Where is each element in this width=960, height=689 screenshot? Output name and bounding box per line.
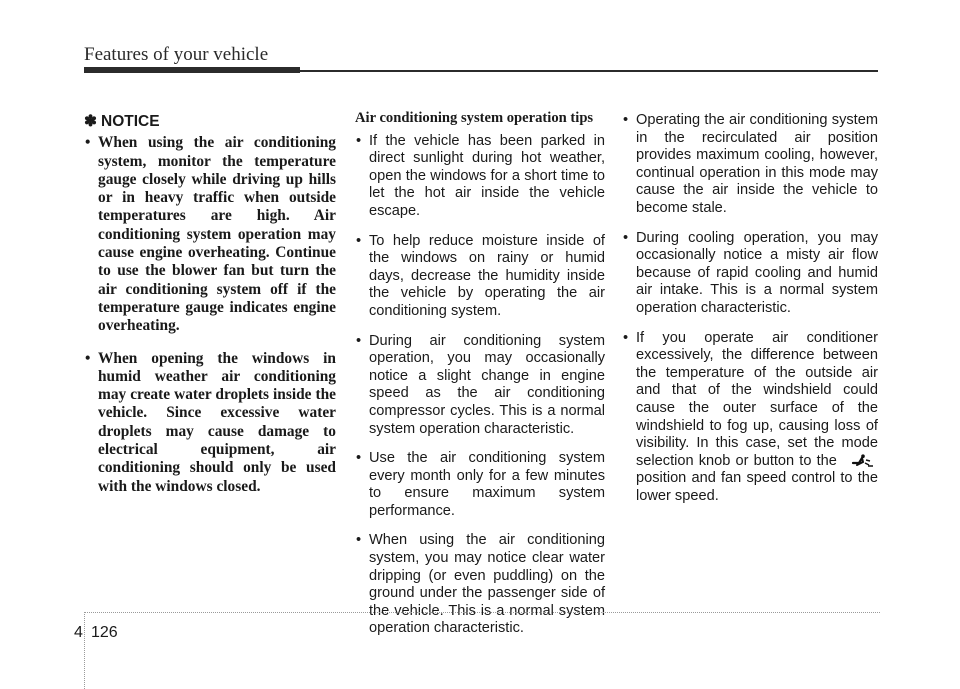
tip-item: • To help reduce moisture inside of the windows on rainy or humid days, decrease the humidity inside the vehicle by operating the air conditioning system.: [356, 232, 605, 319]
page-number: 126: [91, 624, 118, 641]
bullet-icon: •: [356, 450, 362, 467]
tip-item: • When using the air conditioning system, you may notice clear water dripping (or even puddling) on the ground under the passenger side of the vehicle. This is a normal system operation characteristic.: [356, 532, 605, 637]
header-rule-thin: [300, 70, 878, 72]
notice-item: • When using the air conditioning system, monitor the temperature gauge closely while driving up hills or in heavy traffic when outside temperatures are high. Air conditioning system operation may cause engine overheating. Continue to use the blower fan but turn the air conditioning system off if the temperature gauge indicates engine overheating.: [85, 134, 336, 335]
notice-heading: [84, 113, 336, 131]
tip-item: • During air conditioning system operation, you may occasionally notice a slight change in engine speed as the air conditioning compressor cycles. This is a normal system operation characteristic.: [356, 332, 605, 437]
bullet-icon: •: [356, 232, 362, 249]
tips-heading: Air conditioning system operation tips: [355, 110, 594, 126]
bullet-icon: •: [356, 132, 362, 149]
notice-title: NOTICE: [101, 113, 160, 130]
tips-list: [355, 133, 605, 638]
bullet-icon: •: [356, 332, 362, 349]
tip-item: • Use the air conditioning system every month only for a few minutes to ensure maximum system performance.: [356, 450, 605, 519]
page-header-title: Features of your vehicle: [84, 44, 269, 65]
bullet-icon: •: [85, 134, 91, 152]
header-rule-thick: [84, 67, 300, 73]
notice-list: [84, 134, 336, 496]
bullet-icon: •: [623, 112, 629, 128]
floor-mode-icon: [842, 454, 878, 467]
footer-margin-line: [84, 612, 85, 689]
footer-divider: [84, 612, 880, 613]
tips-column: [355, 110, 605, 650]
tips-list-continued: [622, 112, 878, 505]
tip-item: • During cooling operation, you may occasionally notice a misty air flow because of rapid cooling and humid air intake. This is a normal system operation characteristic.: [623, 229, 878, 316]
bullet-icon: •: [356, 532, 362, 549]
bullet-icon: •: [85, 349, 91, 367]
notice-item: • When opening the windows in humid weather air conditioning may create water droplets inside the vehicle. Since excessive water droplets may cause damage to electrical equipment, air conditioning should only be used with the windows closed.: [85, 349, 336, 495]
notice-column: [84, 110, 336, 510]
section-number: 4: [74, 624, 83, 641]
bullet-icon: •: [623, 229, 629, 246]
notice-star-icon: ✽: [84, 113, 97, 130]
tip-item: • Operating the air conditioning system in the recirculated air position provides maximum cooling, however, continual operation in this mode may cause the air inside the vehicle to become stale.: [623, 112, 878, 216]
tip-item: • If the vehicle has been parked in direct sunlight during hot weather, open the windows for a short time to let the hot air inside the vehicle escape.: [356, 132, 605, 219]
tips-column-continued: [622, 112, 878, 517]
tip-item: • If you operate air conditioner excessively, the difference between the temperature of the outside air and that of the windshield could cause the outer surface of the windshield to fog up, causing loss of visibility. In this case, set the mode selection knob or button to the position and fan speed control to the lower speed.: [623, 329, 878, 504]
bullet-icon: •: [623, 329, 629, 346]
